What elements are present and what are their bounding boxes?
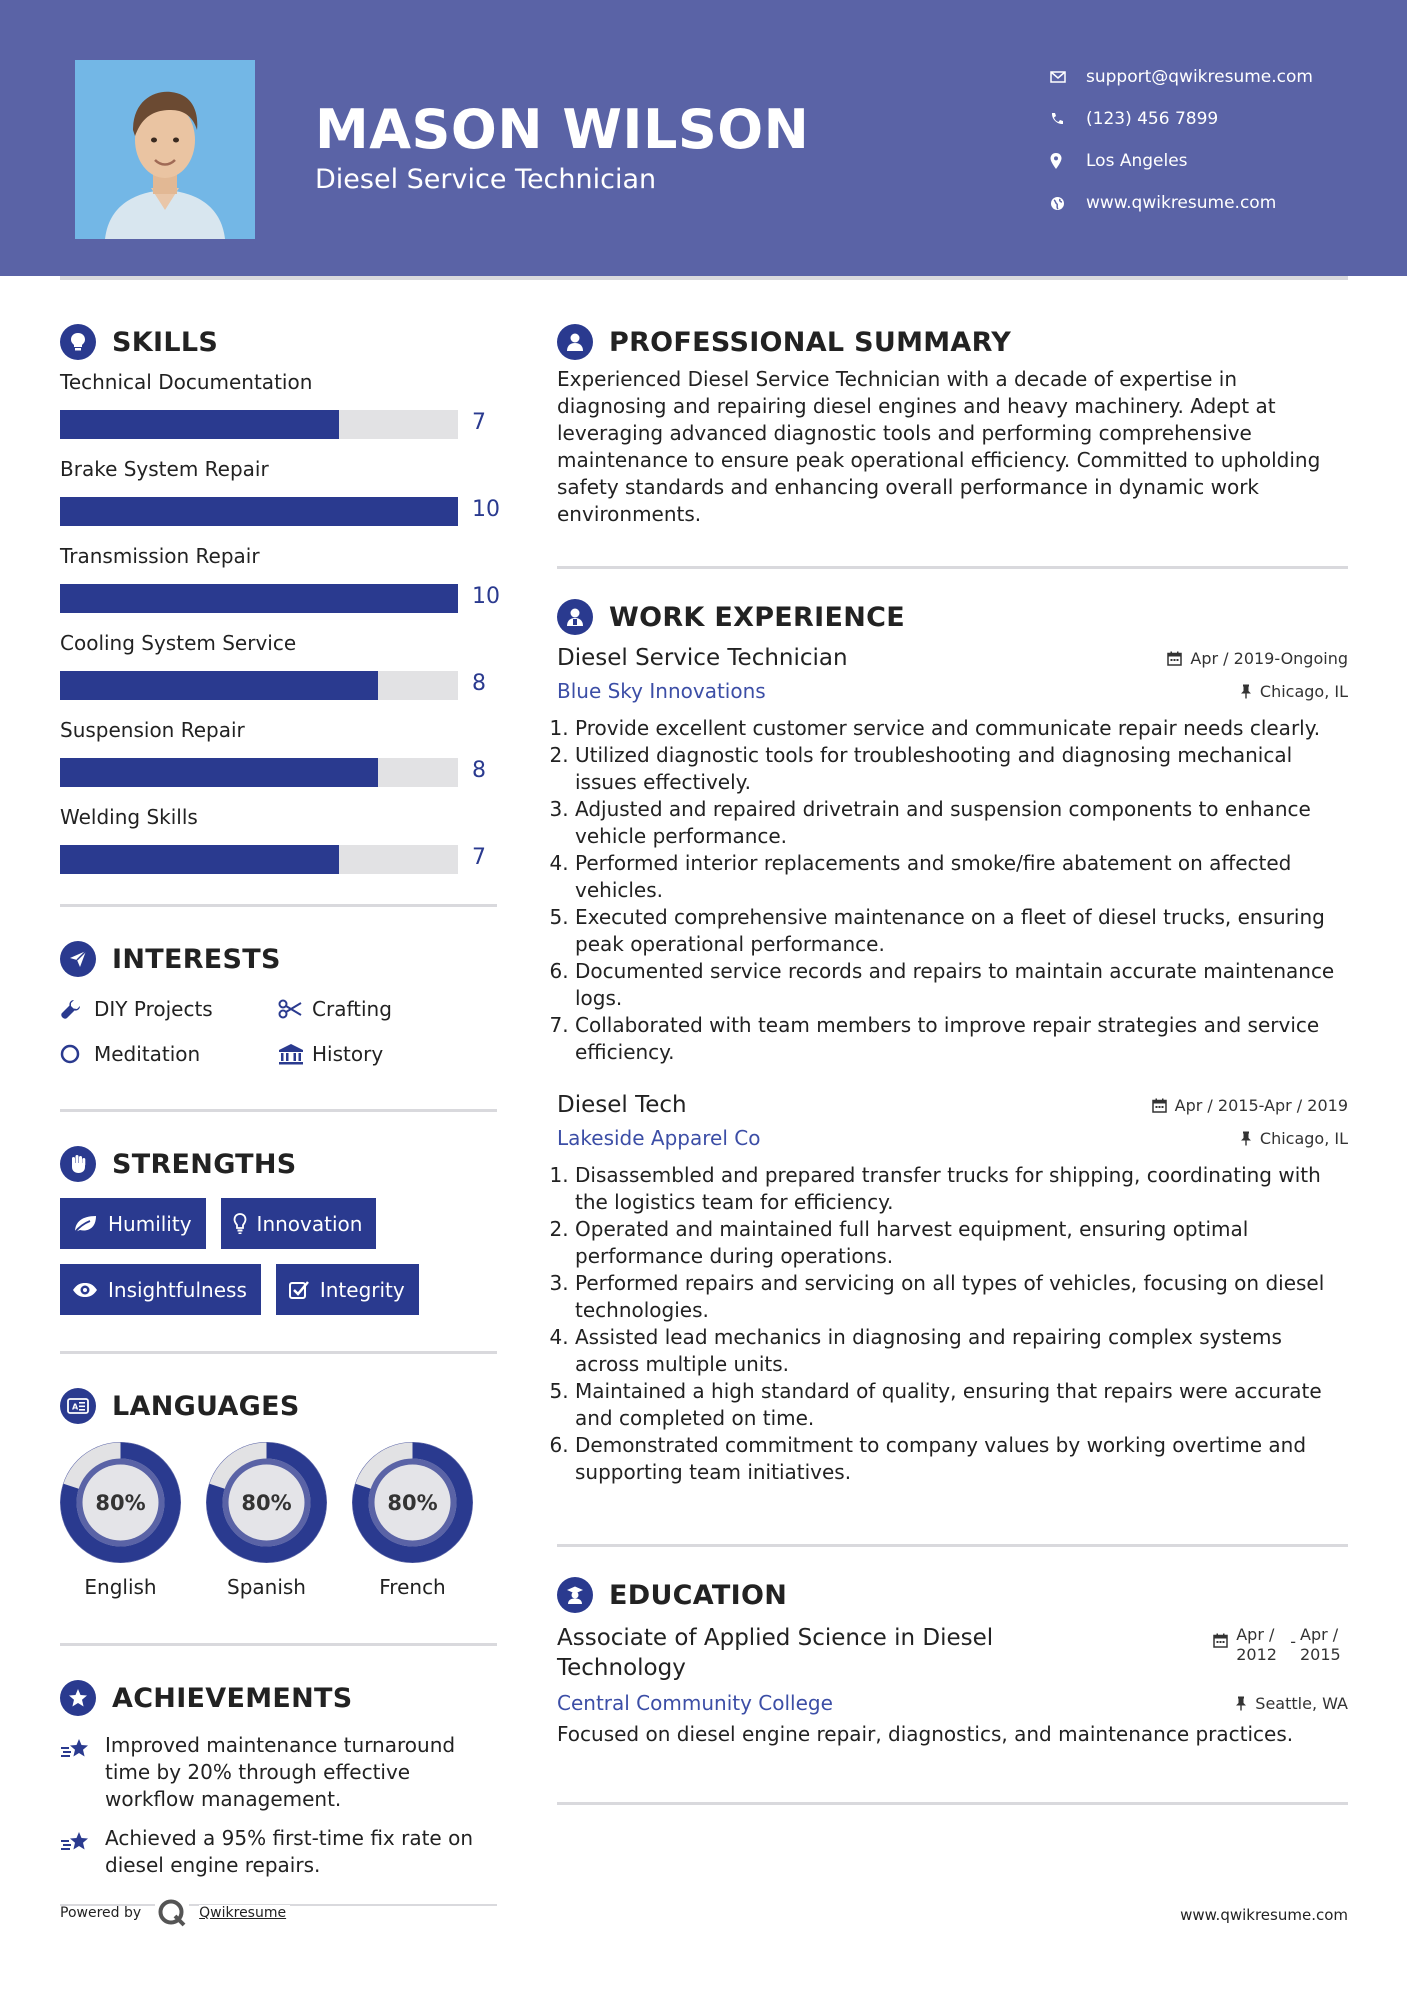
list-item: 5. Maintained a high standard of quality, ensuring that repairs were accurate and completed on time. [575, 1378, 1348, 1432]
shooting-star-icon [60, 1825, 105, 1879]
achievement-item: Improved maintenance turnaround time by 20% through effective workflow management. [60, 1732, 497, 1813]
list-item: 4. Assisted lead mechanics in diagnosing and repairing complex systems across multiple units. [575, 1324, 1348, 1378]
contact-email[interactable]: support@qwikresume.com [1050, 56, 1313, 98]
education-location: Seattle, WA [1235, 1694, 1348, 1713]
eye-icon [72, 1282, 98, 1298]
list-item: 7. Collaborated with team members to improve repair strategies and service efficiency. [575, 1012, 1348, 1066]
list-item: 3. Adjusted and repaired drivetrain and suspension components to enhance vehicle performance. [575, 796, 1348, 850]
experience-heading: WORK EXPERIENCE [557, 595, 1348, 639]
header-divider [60, 276, 1348, 280]
achievement-item: Achieved a 95% first-time fix rate on diesel engine repairs. [60, 1825, 497, 1879]
achievements-list [60, 1732, 497, 1879]
contact-list [1050, 56, 1313, 224]
languages-heading: A LANGUAGES [60, 1384, 497, 1428]
language-icon [60, 1388, 96, 1424]
education-entry [557, 1623, 1348, 1748]
skill-item: Welding Skills 7 [60, 803, 497, 890]
wrench-icon [60, 998, 94, 1020]
skill-value: 10 [472, 584, 500, 609]
job-company: Lakeside Apparel Co [557, 1126, 761, 1150]
skills-list [60, 368, 500, 890]
list-item: 1. Provide excellent customer service and communicate repair needs clearly. [575, 715, 1348, 742]
strengths-heading: STRENGTHS [60, 1142, 497, 1186]
job-location: Chicago, IL [1240, 682, 1348, 701]
graduate-icon [557, 1577, 593, 1613]
calendar-icon [1152, 1098, 1167, 1113]
star-badge-icon [60, 1680, 96, 1716]
briefcase-user-icon [557, 599, 593, 635]
lightbulb-icon [233, 1213, 247, 1235]
section-divider [60, 1351, 497, 1354]
left-column [60, 320, 500, 1879]
job-location: Chicago, IL [1240, 1129, 1348, 1148]
list-item: 6. Demonstrated commitment to company values by working overtime and supporting team initiatives. [575, 1432, 1348, 1486]
language-name: Spanish [227, 1575, 306, 1599]
language-ring: 80% [206, 1442, 327, 1563]
section-divider [60, 1643, 497, 1646]
calendar-icon [1167, 651, 1182, 666]
education-school: Central Community College [557, 1691, 833, 1715]
section-divider [557, 1802, 1348, 1805]
summary-heading: PROFESSIONAL SUMMARY [557, 320, 1348, 364]
skill-bar [60, 497, 458, 526]
skill-value: 8 [472, 671, 486, 696]
check-square-icon [288, 1279, 310, 1301]
interest-item: History [278, 1038, 478, 1069]
interests-heading: INTERESTS [60, 937, 497, 981]
paper-plane-icon [60, 941, 96, 977]
strength-tag: Innovation [221, 1198, 377, 1249]
section-divider [60, 904, 497, 907]
skill-bar-fill [60, 584, 458, 613]
contact-phone[interactable]: (123) 456 7899 [1050, 98, 1313, 140]
job-responsibilities [557, 715, 1348, 1066]
list-item: 4. Performed interior replacements and smoke/fire abatement on affected vehicles. [575, 850, 1348, 904]
candidate-title: Diesel Service Technician [315, 164, 657, 195]
pushpin-icon [1240, 1131, 1252, 1146]
language-name: French [379, 1575, 446, 1599]
skill-bar-fill [60, 497, 458, 526]
skill-bar-fill [60, 845, 339, 874]
skill-item: Technical Documentation 7 [60, 368, 497, 455]
phone-icon [1050, 112, 1086, 126]
skill-bar-fill [60, 758, 378, 787]
leaf-icon [72, 1214, 98, 1234]
interest-item: Crafting [278, 993, 478, 1024]
job-title: Diesel Tech [557, 1092, 687, 1118]
education-degree: Associate of Applied Science in Diesel Technology [557, 1625, 994, 1681]
qwikresume-link[interactable]: Qwikresume [199, 1905, 290, 1921]
envelope-icon [1050, 71, 1086, 83]
right-column [557, 320, 1348, 1805]
circle-icon [60, 1043, 94, 1065]
strengths-list [60, 1198, 500, 1315]
list-item: 2. Utilized diagnostic tools for troubleshooting and diagnosing mechanical issues effectively. [575, 742, 1348, 796]
scissors-icon [278, 999, 312, 1019]
list-item: 1. Disassembled and prepared transfer trucks for shipping, coordinating with the logistics team for efficiency. [575, 1162, 1348, 1216]
job-entry [557, 1092, 1348, 1486]
section-divider [60, 1109, 497, 1112]
interests-list [60, 993, 497, 1069]
fist-icon [60, 1146, 96, 1182]
list-item: 6. Documented service records and repairs to maintain accurate maintenance logs. [575, 958, 1348, 1012]
interest-item: DIY Projects [60, 993, 278, 1024]
section-divider [557, 566, 1348, 569]
skill-bar-fill [60, 410, 339, 439]
shooting-star-icon [60, 1732, 105, 1813]
skill-item: Suspension Repair 8 [60, 716, 497, 803]
job-company: Blue Sky Innovations [557, 679, 766, 703]
lightbulb-icon [60, 324, 96, 360]
pushpin-icon [1235, 1696, 1247, 1711]
education-description: Focused on diesel engine repair, diagnostics, and maintenance practices. [557, 1722, 1294, 1746]
skill-bar [60, 845, 458, 874]
job-dates: Apr / 2015-Apr / 2019 [1152, 1096, 1348, 1115]
profile-photo [75, 60, 255, 239]
language-ring: 80% [352, 1442, 473, 1563]
job-dates: Apr / 2019-Ongoing [1167, 649, 1348, 668]
skill-item: Transmission Repair 10 [60, 542, 497, 629]
language-item [352, 1442, 473, 1599]
skill-bar [60, 410, 458, 439]
job-responsibilities [557, 1162, 1348, 1486]
skill-value: 8 [472, 758, 486, 783]
user-icon [557, 324, 593, 360]
location-pin-icon [1050, 153, 1086, 169]
skill-value: 7 [472, 410, 486, 435]
job-entry [557, 645, 1348, 1066]
resume-header [0, 0, 1407, 276]
list-item: 3. Performed repairs and servicing on all types of vehicles, focusing on diesel technologies. [575, 1270, 1348, 1324]
language-name: English [84, 1575, 157, 1599]
skill-item: Cooling System Service 8 [60, 629, 497, 716]
education-dates: Apr / 2012 - Apr / 2015 [1213, 1625, 1348, 1665]
language-item [60, 1442, 181, 1599]
language-item [206, 1442, 327, 1599]
qwikresume-logo-icon [155, 1898, 189, 1928]
skills-heading: SKILLS [60, 320, 497, 364]
list-item: 5. Executed comprehensive maintenance on a fleet of diesel trucks, ensuring peak operational performance. [575, 904, 1348, 958]
skill-bar [60, 671, 458, 700]
svg-text:A: A [72, 1402, 79, 1412]
achievements-heading: ACHIEVEMENTS [60, 1676, 497, 1720]
summary-text: Experienced Diesel Service Technician with a decade of expertise in diagnosing and repairing diesel engines and heavy machinery. Adept at leveraging advanced diagnostic tools and performing comprehensive maintenance to ensure peak operational efficiency. Committed to upholding safety standards and enhancing overall performance in dynamic work environments. [557, 367, 1321, 526]
skill-bar-fill [60, 671, 378, 700]
skill-bar [60, 758, 458, 787]
education-heading: EDUCATION [557, 1573, 1348, 1617]
strength-tag: Integrity [276, 1264, 419, 1315]
skill-item: Brake System Repair 10 [60, 455, 497, 542]
contact-location: Los Angeles [1050, 140, 1313, 182]
languages-list [60, 1442, 497, 1599]
footer-powered-by: Powered by Qwikresume [60, 1898, 290, 1928]
strength-tag: Insightfulness [60, 1264, 261, 1315]
language-ring: 80% [60, 1442, 181, 1563]
skill-bar [60, 584, 458, 613]
footer-website[interactable]: www.qwikresume.com [1180, 1906, 1348, 1924]
skill-value: 7 [472, 845, 486, 870]
bank-icon [278, 1043, 312, 1065]
job-title: Diesel Service Technician [557, 645, 848, 671]
section-divider [557, 1544, 1348, 1547]
skill-value: 10 [472, 497, 500, 522]
globe-icon [1050, 196, 1086, 211]
calendar-icon [1213, 1633, 1228, 1652]
strength-tag: Humility [60, 1198, 206, 1249]
interest-item: Meditation [60, 1038, 278, 1069]
candidate-name: MASON WILSON [315, 98, 810, 161]
contact-website[interactable]: www.qwikresume.com [1050, 182, 1313, 224]
pushpin-icon [1240, 684, 1252, 699]
list-item: 2. Operated and maintained full harvest equipment, ensuring optimal performance during operations. [575, 1216, 1348, 1270]
